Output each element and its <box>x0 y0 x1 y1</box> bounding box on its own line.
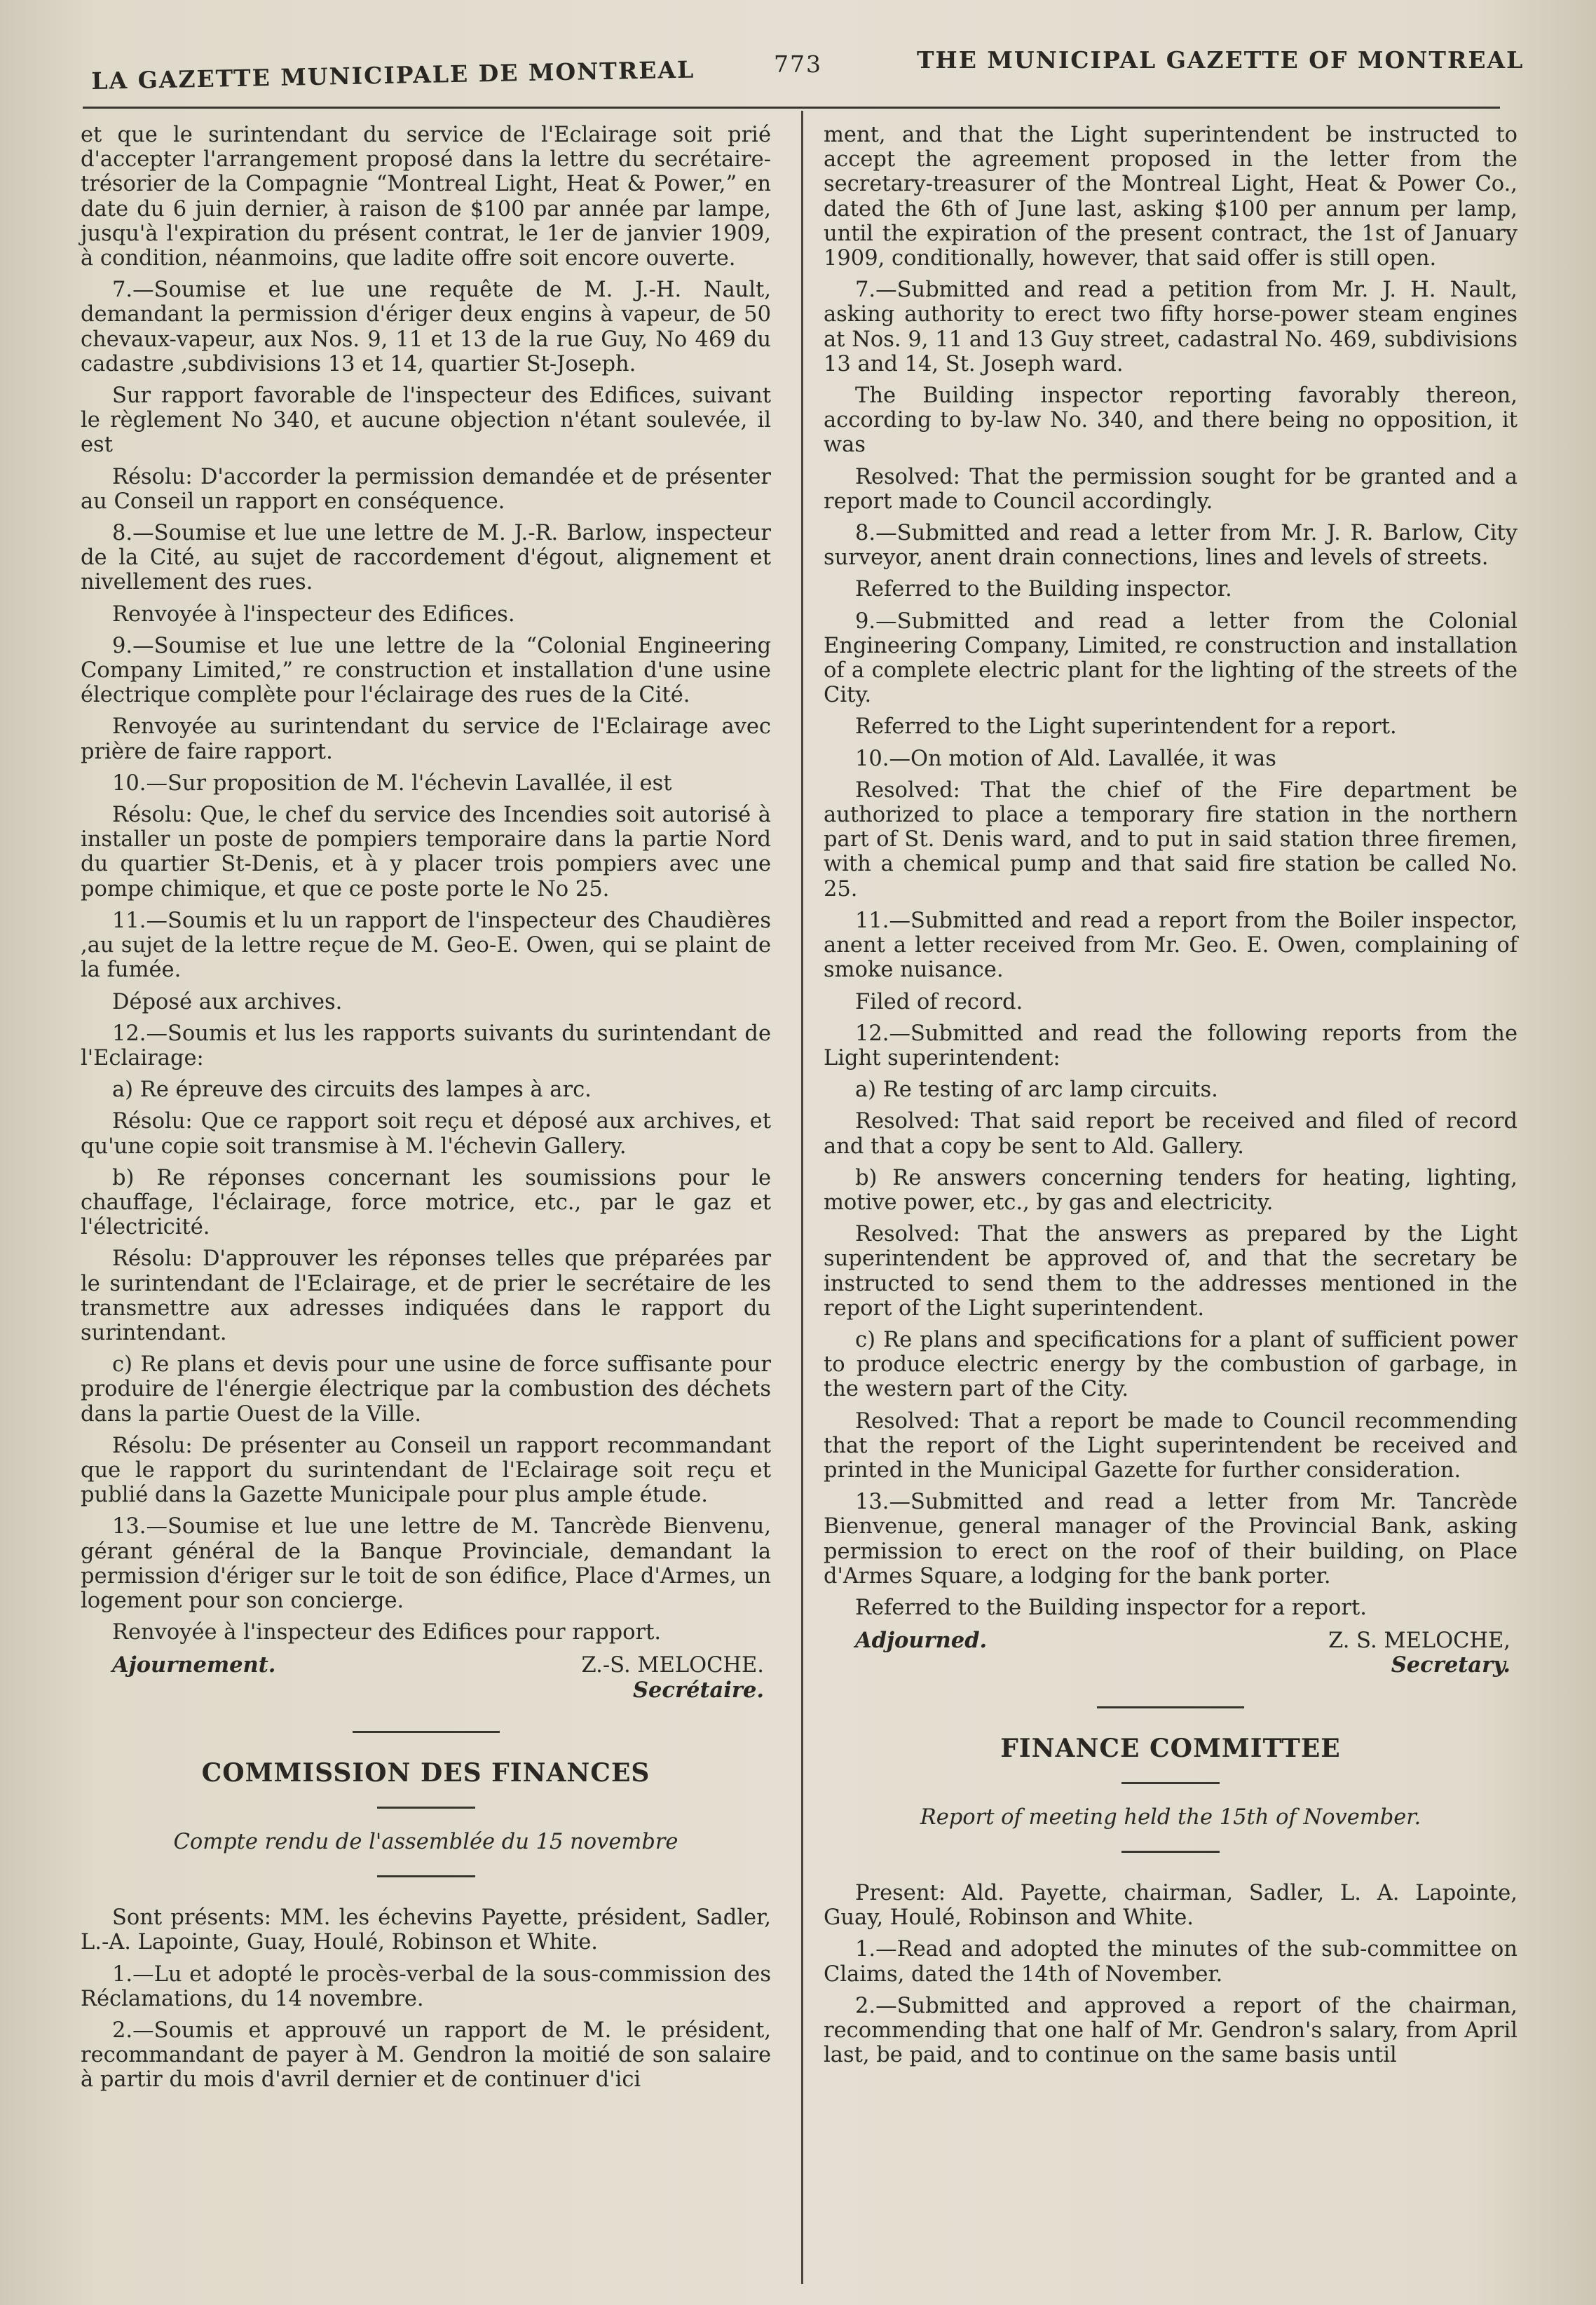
english-paragraph: c) Re plans and specifications for a plant of sufficient power to produce electric energy by the combustion of garbage, in the western part of the City. <box>824 1327 1517 1402</box>
english-paragraph: b) Re answers concerning tenders for heating, lighting, motive power, etc., by gas and electricity. <box>824 1165 1517 1215</box>
page-number: 773 <box>774 50 822 78</box>
french-paragraph: 12.—Soumis et lus les rapports suivants du surintendant de l'Eclairage: <box>81 1021 771 1070</box>
english-paragraph: Resolved: That a report be made to Council recommending that the report of the Light superintendent be received and printed in the Municipal Gazette for further consideration. <box>824 1408 1517 1483</box>
english-paragraph: Filed of record. <box>855 989 1023 1014</box>
english-section-paragraph: 2.—Submitted and approved a report of the chairman, recommending that one half of Mr. Gendron's salary, from April last, be paid, and to continue on the same basis until <box>824 1993 1517 2068</box>
french-section-subtitle: Compte rendu de l'assemblée du 15 novembre <box>173 1829 678 1854</box>
english-paragraph: Resolved: That the permission sought for be granted and a report made to Council accordingly. <box>824 464 1517 514</box>
english-paragraph: Resolved: That the chief of the Fire department be authorized to place a temporary fire station in the northern part of St. Denis ward, and to put in said station three firemen, with a chemical pump and that said fire station be called No. 25. <box>824 777 1517 902</box>
english-paragraph: 9.—Submitted and read a letter from the Colonial Engineering Company, Limited, re construction and installation of a complete electric plant for the lighting of the streets of the City. <box>824 608 1517 708</box>
french-signature <box>581 1653 771 1702</box>
english-subtitle-rule <box>1121 1851 1220 1853</box>
english-signature-title: Secretary. <box>1391 1652 1510 1678</box>
english-paragraph: 8.—Submitted and read a letter from Mr. J. R. Barlow, City surveyor, anent drain connections, lines and levels of streets. <box>824 521 1517 571</box>
french-paragraph: Résolu: Que ce rapport soit reçu et déposé aux archives, et qu'une copie soit transmise à M. l'échevin Gallery. <box>81 1109 771 1159</box>
french-paragraph: Résolu: Que, le chef du service des Incendies soit autorisé à installer un poste de pompiers temporaire dans la partie Nord du quartier St-Denis, et à y placer trois pompiers avec une pompe chimique, et que ce poste porte le No 25. <box>81 803 771 902</box>
french-paragraph: a) Re épreuve des circuits des lampes à arc. <box>112 1077 592 1103</box>
english-paragraph: Referred to the Light superintendent for a report. <box>855 714 1397 740</box>
french-paragraph: 10.—Sur proposition de M. l'échevin Lavallée, il est <box>112 770 672 796</box>
english-paragraph: ment, and that the Light superintendent be instructed to accept the agreement proposed in the letter from the secretary-treasurer of the Montreal Light, Heat & Power Co., dated the 6th of June last, asking $100 per annum per lamp, until the expiration of the present contract, the 1st of January 1909, conditionally, however, that said offer is still open. <box>824 123 1517 271</box>
english-section-paragraph: 1.—Read and adopted the minutes of the sub-committee on Claims, dated the 14th of November. <box>824 1937 1517 1987</box>
french-paragraph: b) Re réponses concernant les soumissions pour le chauffage, l'éclairage, force motrice, etc., par le gaz et l'électricité. <box>81 1165 771 1240</box>
english-paragraph: 13.—Submitted and read a letter from Mr. Tancrède Bienvenue, general manager of the Provincial Bank, asking permission to erect on the roof of their building, on Place d'Armes Square, a lodging for the bank porter. <box>824 1490 1517 1589</box>
french-section-paragraph: 2.—Soumis et approuvé un rapport de M. le président, recommandant de payer à M. Gendron la moitié de son salaire à partir du mois d'avril dernier et de continuer d'ici <box>81 2018 771 2093</box>
french-subtitle-rule <box>377 1875 475 1877</box>
french-section-paragraph: 1.—Lu et adopté le procès-verbal de la sous-commission des Réclamations, du 14 novembre. <box>81 1961 771 2011</box>
french-column <box>81 123 771 2100</box>
english-section-rule <box>1097 1706 1244 1708</box>
french-paragraph: Déposé aux archives. <box>112 989 343 1014</box>
english-section-subtitle: Report of meeting held the 15th of November. <box>920 1804 1421 1830</box>
english-signature-name: Z. S. MELOCHE, <box>1328 1629 1510 1654</box>
english-paragraph: Resolved: That the answers as prepared by the Light superintendent be approved of, and that the secretary be instructed to send them to the addresses mentioned in the report of the Light superintendent. <box>824 1222 1517 1321</box>
french-paragraph: Sur rapport favorable de l'inspecteur des Edifices, suivant le règlement No 340, et aucune objection n'étant soulevée, il est <box>81 383 771 458</box>
french-signature-name: Z.-S. MELOCHE. <box>581 1653 764 1678</box>
french-paragraph: 9.—Soumise et lue une lettre de la “Colonial Engineering Company Limited,” re construction et installation d'une usine électrique complète pour l'éclairage des rues de la Cité. <box>81 633 771 708</box>
english-column <box>824 123 1517 2074</box>
french-paragraph: Résolu: De présenter au Conseil un rapport recommandant que le rapport du surintendant de l'Eclairage soit reçu et publié dans la Gazette Municipale pour plus ample étude. <box>81 1433 771 1508</box>
french-signature-title: Secrétaire. <box>632 1677 764 1703</box>
english-section-paragraph: Present: Ald. Payette, chairman, Sadler, L. A. Lapointe, Guay, Houlé, Robinson and White. <box>824 1880 1517 1931</box>
french-signature-block <box>81 1653 771 1702</box>
english-paragraph: 10.—On motion of Ald. Lavallée, it was <box>855 746 1276 771</box>
french-paragraph: Renvoyée à l'inspecteur des Edifices pour rapport. <box>112 1620 662 1645</box>
french-title-rule <box>377 1807 475 1809</box>
english-section-title: FINANCE COMMITTEE <box>1000 1733 1341 1763</box>
french-paragraph: 13.—Soumise et lue une lettre de M. Tancrède Bienvenu, gérant général de la Banque Provinciale, demandant la permission d'ériger sur le toit de son édifice, Place d'Armes, un logement pour son concierge. <box>81 1514 771 1613</box>
english-signature <box>1328 1629 1517 1678</box>
english-signature-block <box>824 1629 1517 1678</box>
english-paragraph: 12.—Submitted and read the following reports from the Light superintendent: <box>824 1021 1517 1070</box>
french-section-title: COMMISSION DES FINANCES <box>201 1757 650 1788</box>
header-english-title: THE MUNICIPAL GAZETTE OF MONTREAL <box>917 46 1525 74</box>
french-paragraph: 11.—Soumis et lu un rapport de l'inspecteur des Chaudières ,au sujet de la lettre reçue de M. Geo-E. Owen, qui se plaint de la fumée. <box>81 908 771 983</box>
english-paragraph: 7.—Submitted and read a petition from Mr. J. H. Nault, asking authority to erect two fifty horse-power steam engines at Nos. 9, 11 and 13 Guy street, cadastral No. 469, subdivisions 13 and 14, St. Joseph ward. <box>824 278 1517 376</box>
french-paragraph: et que le surintendant du service de l'Eclairage soit prié d'accepter l'arrangement proposé dans la lettre du secrétaire-trésorier de la Compagnie “Montreal Light, Heat & Power,” en date du 6 juin dernier, à raison de $100 par année par lampe, jusqu'à l'expiration du présent contrat, le 1er de janvier 1909, à condition, néanmoins, que ladite offre soit encore ouverte. <box>81 123 771 271</box>
column-divider <box>801 111 803 2284</box>
english-title-rule <box>1121 1782 1220 1784</box>
french-paragraph: 7.—Soumise et lue une requête de M. J.-H. Nault, demandant la permission d'ériger deux engins à vapeur, de 50 chevaux-vapeur, aux Nos. 9, 11 et 13 de la rue Guy, No 469 du cadastre ,subdivisions 13 et 14, quartier St-Joseph. <box>81 278 771 376</box>
english-paragraph: Referred to the Building inspector for a report. <box>855 1595 1367 1620</box>
french-section-rule <box>353 1731 500 1733</box>
french-paragraph: Résolu: D'approuver les réponses telles que préparées par le surintendant de l'Eclairage, et de prier le secrétaire de les transmettre aux adresses indiquées dans le rapport du surintendant. <box>81 1246 771 1345</box>
french-paragraph: c) Re plans et devis pour une usine de force suffisante pour produire de l'énergie électrique par la combustion des déchets dans la partie Ouest de la Ville. <box>81 1352 771 1427</box>
english-paragraph: 11.—Submitted and read a report from the Boiler inspector, anent a letter received from Mr. Geo. E. Owen, complaining of smoke nuisance. <box>824 908 1517 983</box>
english-paragraph: Referred to the Building inspector. <box>855 577 1232 602</box>
header-rule <box>83 107 1500 109</box>
english-adjournment: Adjourned. <box>855 1628 988 1654</box>
french-section-paragraph: Sont présents: MM. les échevins Payette, président, Sadler, L.-A. Lapointe, Guay, Houlé, Robinson et White. <box>81 1905 771 1955</box>
header-french-title: LA GAZETTE MUNICIPALE DE MONTREAL <box>91 55 695 95</box>
english-paragraph: a) Re testing of arc lamp circuits. <box>855 1077 1218 1103</box>
english-paragraph: Resolved: That said report be received and filed of record and that a copy be sent to Ald. Gallery. <box>824 1109 1517 1159</box>
french-paragraph: Renvoyée au surintendant du service de l'Eclairage avec prière de faire rapport. <box>81 714 771 764</box>
french-paragraph: Renvoyée à l'inspecteur des Edifices. <box>112 601 515 627</box>
english-paragraph: The Building inspector reporting favorably thereon, according to by-law No. 340, and there being no opposition, it was <box>824 383 1517 458</box>
french-paragraph: Résolu: D'accorder la permission demandée et de présenter au Conseil un rapport en conséquence. <box>81 464 771 514</box>
french-adjournment: Ajournement. <box>112 1652 276 1678</box>
french-paragraph: 8.—Soumise et lue une lettre de M. J.-R. Barlow, inspecteur de la Cité, au sujet de raccordement d'égout, alignement et nivellement des rues. <box>81 521 771 595</box>
